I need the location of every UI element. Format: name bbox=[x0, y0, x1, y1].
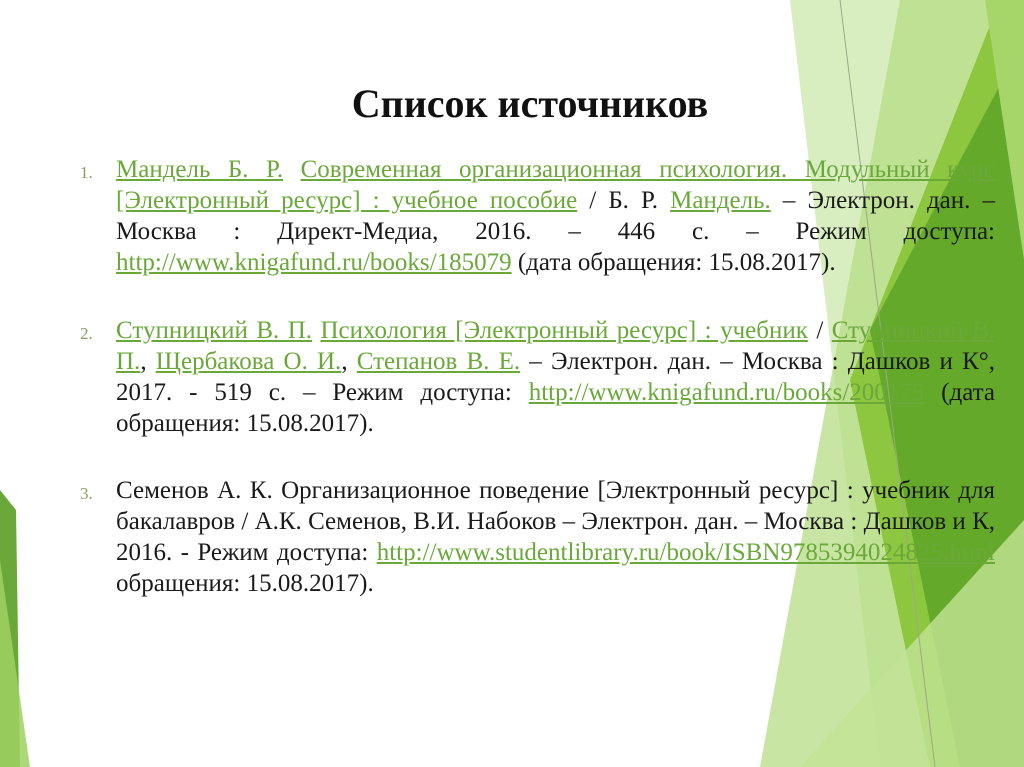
url-link[interactable]: http://www.knigafund.ru/books/200175 bbox=[528, 379, 925, 406]
author-link-a1[interactable]: Ступницкий В. П. bbox=[116, 317, 995, 375]
author-link-2[interactable]: Мандель. bbox=[670, 187, 771, 214]
reference-list bbox=[80, 154, 995, 636]
author-link-a2[interactable]: Щербакова О. И. bbox=[155, 348, 342, 375]
reference-text: / bbox=[807, 317, 832, 344]
reference-text: обращения: 15.08.2017). bbox=[116, 570, 374, 597]
reference-text: – Электрон. дан. – Москва : Дашков и К°, 2017. - 519 с. – Режим доступа: bbox=[116, 348, 995, 406]
reference-text: , bbox=[341, 348, 357, 375]
reference-number: 3. bbox=[80, 484, 93, 503]
reference-text: (дата обращения: 15.08.2017). bbox=[116, 379, 995, 437]
reference-text: – Электрон. дан. – Москва : Директ-Медиа, 2016. – 446 с. – Режим доступа: bbox=[116, 187, 995, 245]
reference-number: 1. bbox=[80, 163, 93, 182]
url-link[interactable]: http://www.knigafund.ru/books/185079 bbox=[116, 249, 512, 276]
author-link[interactable]: Мандель Б. Р. bbox=[116, 156, 284, 183]
author-link-a3[interactable]: Степанов В. Е. bbox=[356, 348, 521, 375]
reference-text: , bbox=[140, 348, 156, 375]
reference-item-3 bbox=[80, 475, 995, 599]
title-link[interactable]: Современная организационная психология. Модульный курс [Электронный ресурс] : учебное пособие bbox=[116, 156, 996, 214]
slide-title: Список источников bbox=[351, 81, 709, 126]
reference-number: 2. bbox=[80, 324, 93, 343]
reference-item-1 bbox=[80, 154, 995, 278]
title-link[interactable]: Психология [Электронный ресурс] : учебник bbox=[320, 317, 808, 344]
url-link[interactable]: http://www.studentlibrary.ru/book/ISBN9785394024825.html bbox=[376, 539, 995, 566]
author-link[interactable]: Ступницкий В. П. bbox=[116, 317, 313, 344]
reference-text: / Б. Р. bbox=[577, 187, 671, 214]
reference-text: (дата обращения: 15.08.2017). bbox=[511, 249, 836, 276]
reference-item-2 bbox=[80, 315, 995, 439]
reference-text: Семенов А. К. Организационное поведение [Электронный ресурс] : учебник для бакалавров / А.К. Семенов, В.И. Набоков – Электрон. дан. – Москва : Дашков и К, 2016. - Режим доступа: bbox=[116, 477, 995, 566]
